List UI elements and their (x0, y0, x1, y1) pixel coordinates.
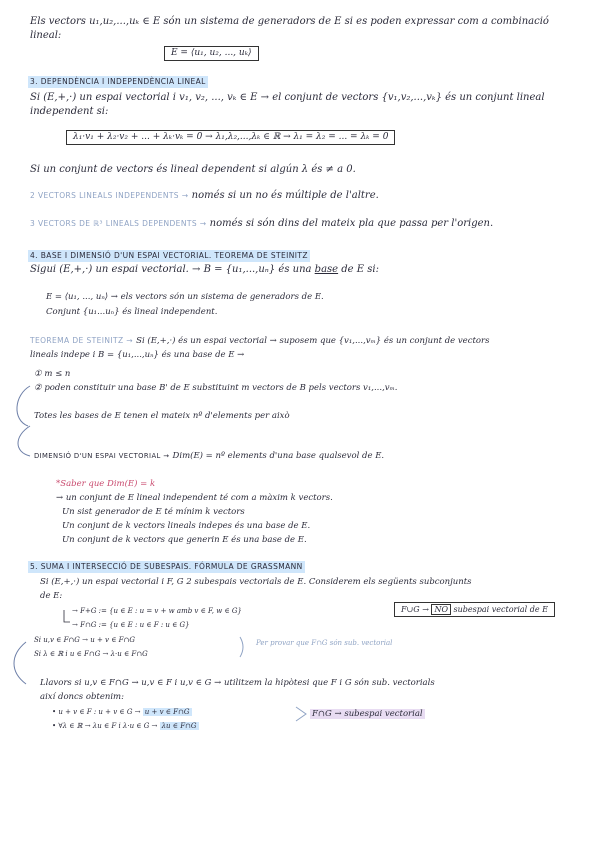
section-5-title: 5. SUMA I INTERSECCIÓ DE SUBESPAIS. FÓRMULA DE GRASSMANN (30, 562, 303, 571)
union-note-box (394, 602, 555, 617)
union-note-a: F∪G → (401, 605, 429, 614)
closure-scalar: Si λ ∈ ℝ i u ∈ F∩G → λ·u ∈ F∩G (34, 650, 148, 658)
dim-k-note: *Saber que Dim(E) = k (56, 479, 156, 489)
closure-side-note: Per provar que F∩G són sub. vectorial (256, 639, 393, 647)
base-word: base (314, 264, 339, 275)
intersection-definition: → F∩G := {u ∈ E : u ∈ F : u ∈ G} (72, 621, 190, 629)
dim-k-line-3: Un conjunt de k vectors lineals indepes és una base de E. (62, 521, 311, 531)
sec5-line-1: Si (E,+,·) un espai vectorial i F, G 2 subespais vectorials de E. Considerem els següents subconjunts (40, 577, 472, 587)
sum-definition: → F+G := {u ∈ E : u = v + w amb v ∈ F, w ∈ G} (72, 607, 242, 615)
sec3-line-3: Si un conjunt de vectors és lineal dependent si algún λ és ≠ a 0. (30, 164, 356, 175)
closure-sum: Si u,v ∈ F∩G → u + v ∈ F∩G (34, 636, 135, 644)
dim-k-line-1: → un conjunt de E lineal independent té com a màxim k vectors. (56, 493, 333, 503)
sec4-line-2: E = ⟨u₁, ..., uₙ⟩ → els vectors són un sistema de generadors de E. (46, 292, 324, 302)
bullet-scalar-a: • ∀λ ∈ ℝ → λu ∈ F i λ·u ∈ G → (52, 722, 158, 730)
dimension-text: Dim(E) = nº elements d'una base qualsevol de E. (172, 451, 385, 461)
union-no-badge: NO (431, 604, 451, 615)
dimension-label: DIMENSIÓ D'UN ESPAI VECTORIAL → (34, 452, 170, 460)
steinitz-label: TEOREMA DE STEINITZ → (30, 336, 133, 345)
sec3-line-2: independent si: (30, 106, 109, 117)
two-vectors-text: només si un no és múltiple de l'altre. (191, 190, 379, 201)
steinitz-text: Si (E,+,·) és un espai vectorial → suposem que {v₁,...,vₘ} és un conjunt de vectors (136, 336, 490, 346)
three-vectors-text: només si són dins del mateix pla que passa per l'origen. (209, 218, 494, 229)
section-3-title: 3. DEPENDÈNCIA I INDEPENDÈNCIA LINEAL (30, 77, 206, 86)
three-vectors-label: 3 VECTORS DE ℝ³ LINEALS DEPENDENTS → (30, 219, 207, 228)
steinitz-consequence: Totes les bases de E tenen el mateix nº d'elements per això (34, 411, 290, 421)
sec4-line-1a: Sigui (E,+,·) un espai vectorial. → B = {u₁,...,uₙ} és una (30, 264, 312, 275)
sec5-line-2: de E: (40, 591, 63, 601)
two-vectors-label: 2 VECTORS LINEALS INDEPENDENTS → (30, 191, 189, 200)
sec5-then-2: així doncs obtenim: (40, 692, 124, 702)
bullet-scalar-b: λu ∈ F∩G (161, 722, 197, 730)
dim-k-line-4: Un conjunt de k vectors que generin E és una base de E. (62, 535, 307, 545)
intro-line-2: lineal: (30, 30, 62, 41)
sec4-line-1c: de E si: (341, 264, 379, 275)
sec5-then-1: Llavors si u,v ∈ F∩G → u,v ∈ F i u,v ∈ G → utilitzem la hipòtesi que F i G són sub. vectorials (40, 678, 435, 688)
dim-k-line-2: Un sist generador de E té mínim k vectors (62, 507, 245, 517)
conclusion: F∩G → subespai vectorial (312, 709, 423, 719)
section-4-title: 4. BASE I DIMENSIÓ D'UN ESPAI VECTORIAL. TEOREMA DE STEINITZ (30, 251, 308, 260)
intro-line-1: Els vectors u₁,u₂,...,uₖ ∈ E són un sistema de generadors de E si es poden expressar com a combinació (30, 16, 549, 27)
steinitz-condition-2: ② poden constituir una base B' de E substituint m vectors de B pels vectors v₁,...,vₘ. (34, 383, 398, 393)
bullet-sum-b: u + v ∈ F∩G (144, 708, 190, 716)
generators-formula-box: E = ⟨u₁, u₂, ..., uₖ⟩ (164, 46, 259, 61)
union-note-b: subespai vectorial de E (453, 605, 549, 614)
steinitz-condition-1: ① m ≤ n (34, 369, 71, 379)
bullet-sum-a: • u + v ∈ F : u + v ∈ G → (52, 708, 141, 716)
independence-formula-box: λ₁·v₁ + λ₂·v₂ + ... + λₖ·vₖ = 0 → λ₁,λ₂,...,λₖ ∈ ℝ → λ₁ = λ₂ = ... = λₖ = 0 (66, 130, 395, 145)
sec4-line-3: Conjunt {u₁...uₙ} és lineal independent. (46, 307, 218, 317)
sec3-line-1: Si (E,+,·) un espai vectorial i v₁, v₂, ..., vₖ ∈ E → el conjunt de vectors {v₁,v₂,...,vₖ} és un conjunt lineal (30, 92, 545, 103)
steinitz-line-2: lineals indepe i B = {u₁,...,uₙ} és una base de E → (30, 350, 245, 360)
